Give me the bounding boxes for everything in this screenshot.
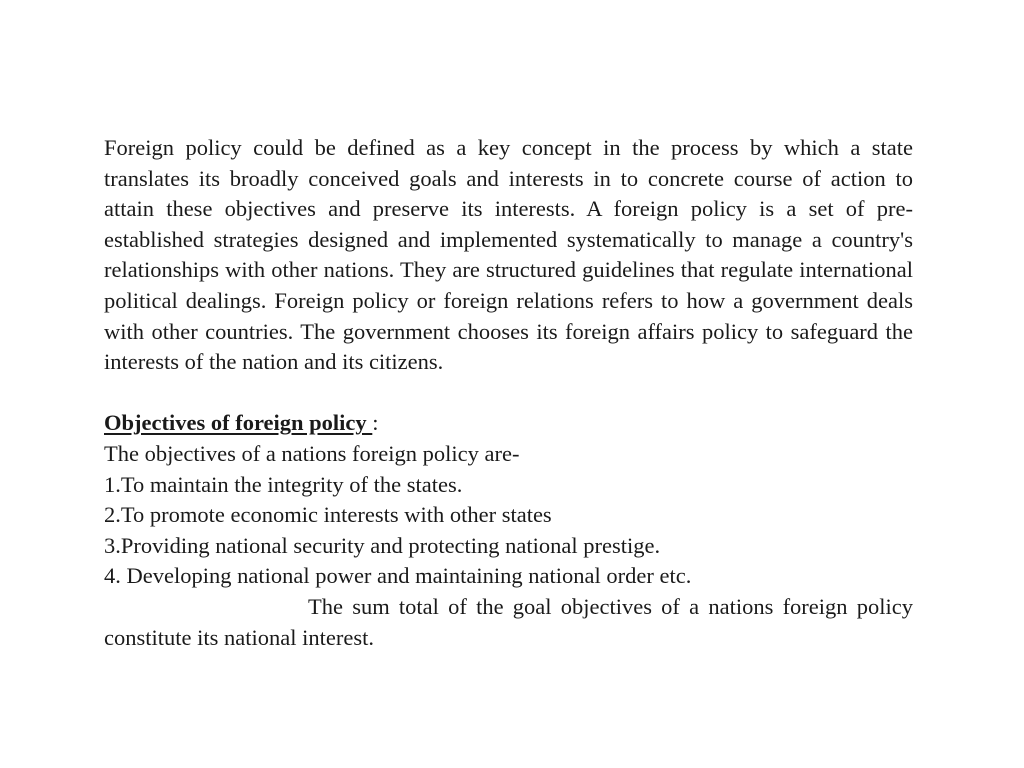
paragraph-spacer <box>104 378 913 409</box>
intro-paragraph: Foreign policy could be defined as a key concept in the process by which a state translates its broadly conceived goals and interests in to concrete course of action to attain these objectives and preserve its interests. A foreign policy is a set of pre-established strategies designed and implemented systematically to manage a country's relationships with other nations. They are structured guidelines that regulate international political dealings. Foreign policy or foreign relations refers to how a government deals with other countries. The government chooses its foreign affairs policy to safeguard the interests of the nation and its citizens. <box>104 135 913 375</box>
slide-content <box>104 133 913 653</box>
objectives-heading: Objectives of foreign policy <box>104 410 373 436</box>
objectives-heading-colon: : <box>372 410 379 436</box>
objectives-heading-line <box>104 408 913 439</box>
objective-item-2: 2.To promote economic interests with other states <box>104 502 552 528</box>
objective-item-1: 1.To maintain the integrity of the states. <box>104 471 463 497</box>
objective-item-3: 3.Providing national security and protecting national prestige. <box>104 532 661 558</box>
closing-paragraph: The sum total of the goal objectives of a nations foreign policy constitute its national interest. <box>104 593 913 650</box>
objective-item-4: 4. Developing national power and maintaining national order etc. <box>104 563 692 589</box>
objectives-lead: The objectives of a nations foreign policy are- <box>104 440 520 466</box>
